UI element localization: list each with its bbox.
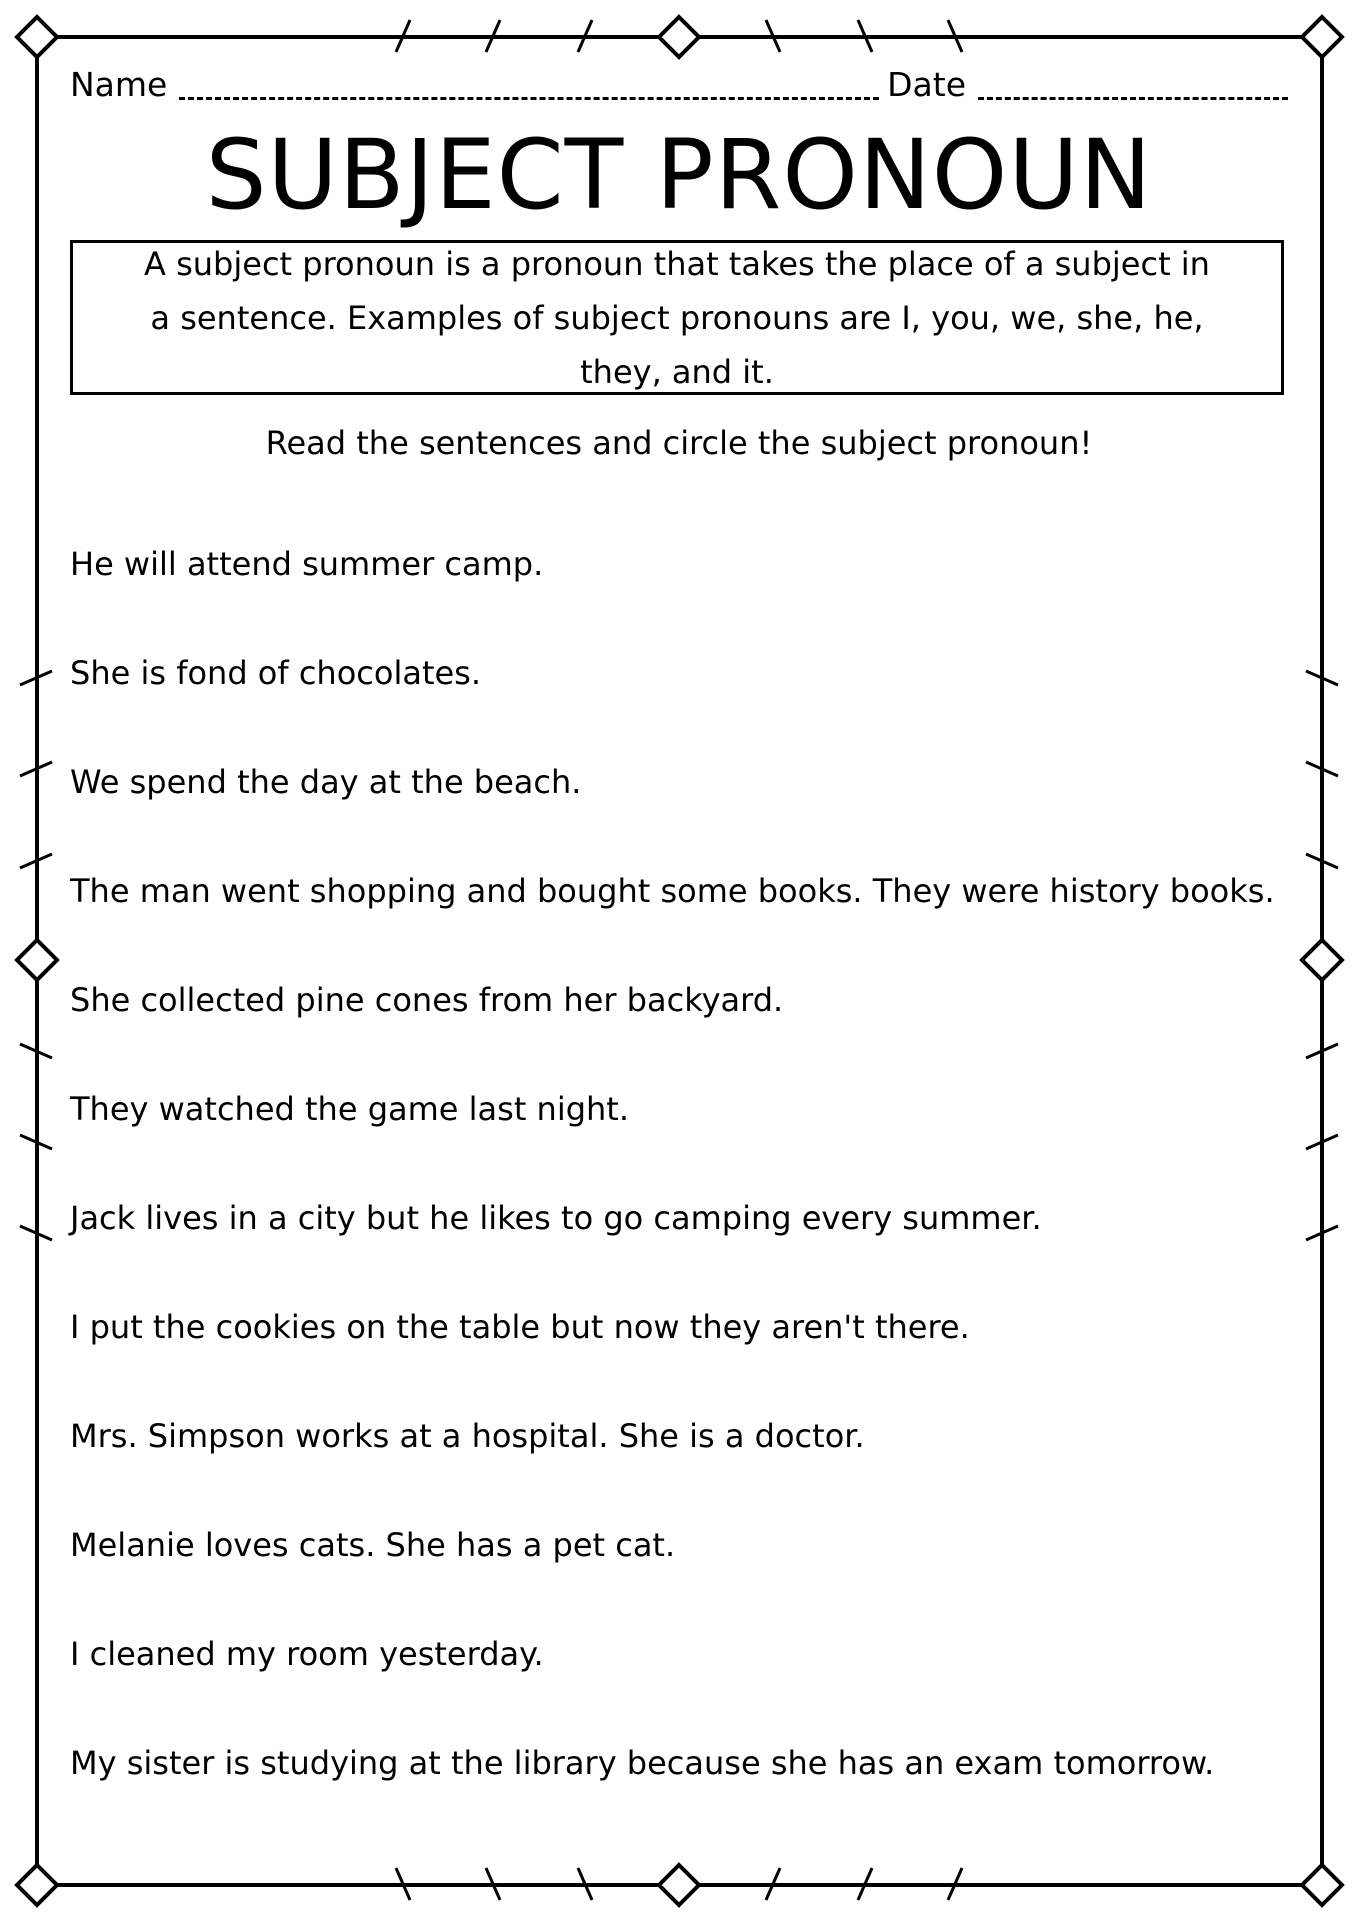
sentence-item[interactable]: Mrs. Simpson works at a hospital. She is a doctor. — [70, 1417, 865, 1455]
definition-text: A subject pronoun is a pronoun that takes the place of a subject in a sentence. Examples of subject pronouns are I, you, we, she, he, they, and it. — [144, 244, 1210, 391]
sentence-list — [70, 540, 1275, 1848]
date-field[interactable] — [978, 96, 1288, 100]
sentence-item[interactable]: She collected pine cones from her backyard. — [70, 981, 784, 1019]
instruction-text: Read the sentences and circle the subject pronoun! — [265, 424, 1093, 462]
name-date-row — [70, 64, 1288, 112]
corner-diamond-icon — [17, 17, 57, 57]
sentence-item[interactable]: I put the cookies on the table but now they aren't there. — [70, 1308, 970, 1346]
sentence-item[interactable]: My sister is studying at the library because she has an exam tomorrow. — [70, 1744, 1215, 1782]
edge-diamond-icon — [659, 17, 699, 57]
sentence-item[interactable]: They watched the game last night. — [70, 1090, 630, 1128]
name-label: Name — [70, 65, 168, 104]
date-label: Date — [887, 65, 966, 104]
sentence-item[interactable]: He will attend summer camp. — [70, 545, 544, 583]
edge-diamond-icon — [1302, 940, 1342, 980]
edge-diamond-icon — [659, 1865, 699, 1905]
corner-diamond-icon — [1302, 1865, 1342, 1905]
sentence-item[interactable]: Melanie loves cats. She has a pet cat. — [70, 1526, 676, 1564]
name-field[interactable] — [179, 96, 879, 100]
sentence-item[interactable]: The man went shopping and bought some books. They were history books. — [70, 872, 1275, 910]
definition-box — [70, 240, 1284, 395]
corner-diamond-icon — [17, 1865, 57, 1905]
sentence-item[interactable]: I cleaned my room yesterday. — [70, 1635, 544, 1673]
page-title: SUBJECT PRONOUN — [205, 119, 1153, 231]
sentence-item[interactable]: We spend the day at the beach. — [70, 763, 582, 801]
corner-diamond-icon — [1302, 17, 1342, 57]
sentence-item[interactable]: She is fond of chocolates. — [70, 654, 482, 692]
edge-diamond-icon — [17, 940, 57, 980]
sentence-item[interactable]: Jack lives in a city but he likes to go camping every summer. — [70, 1199, 1042, 1237]
